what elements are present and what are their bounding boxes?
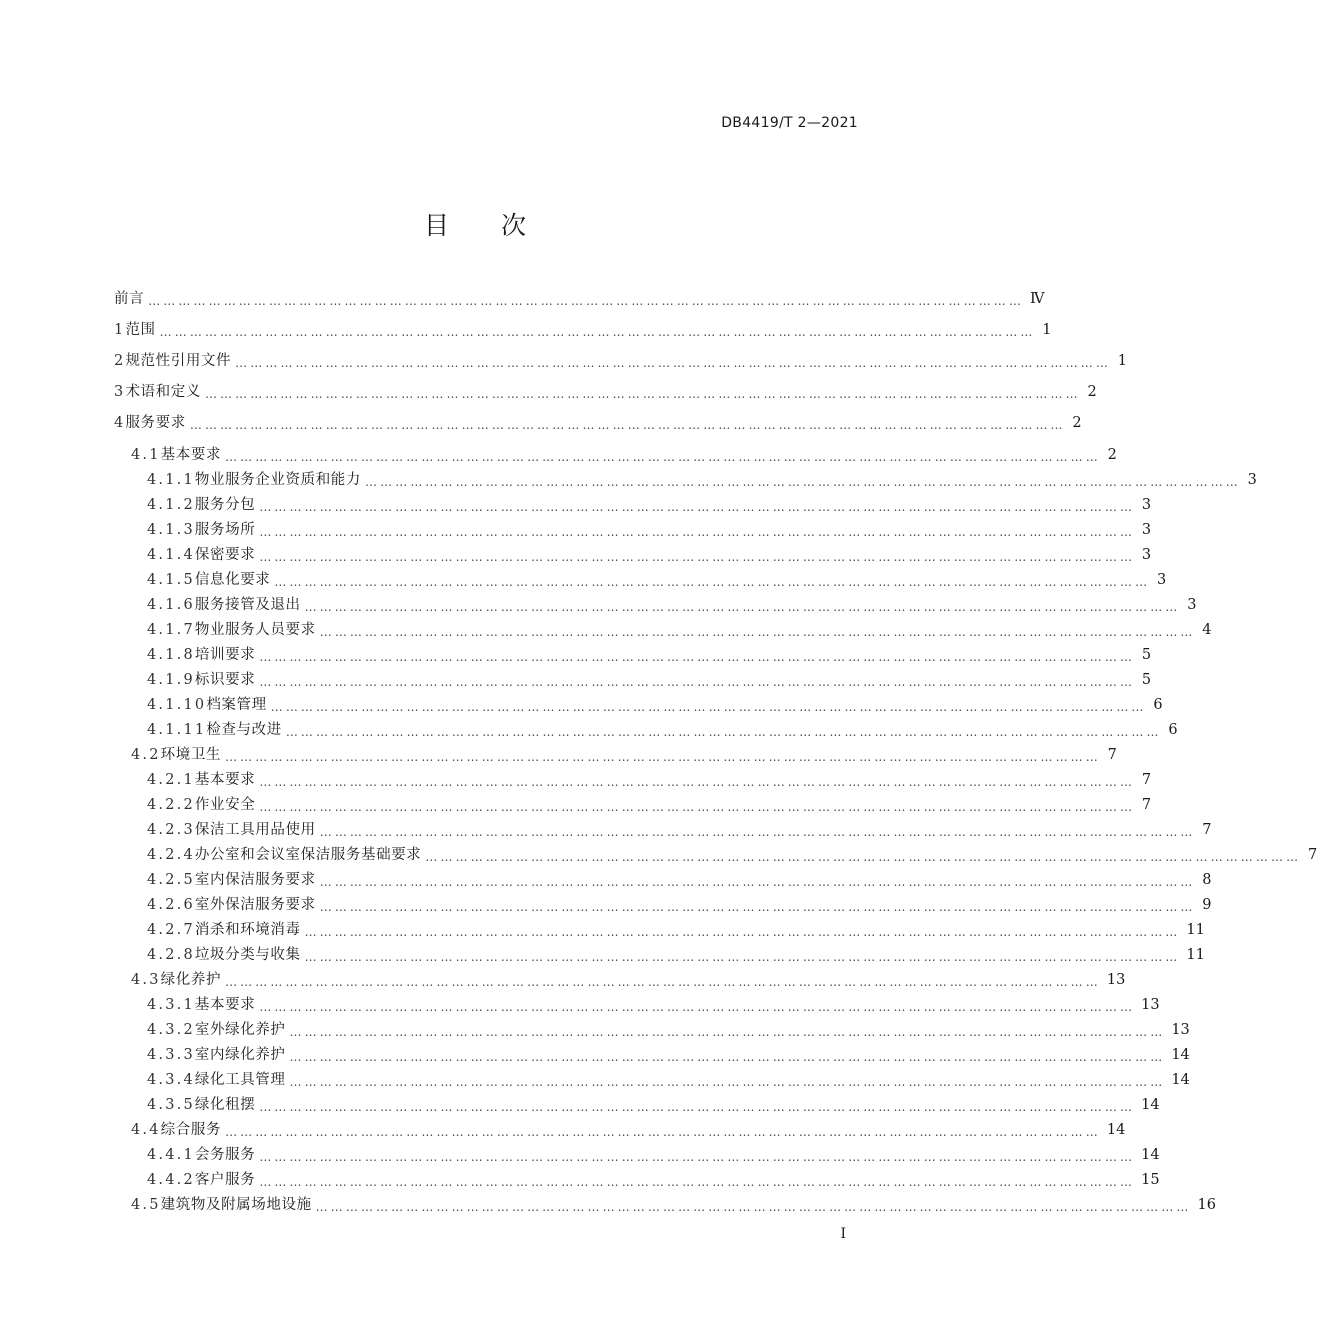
toc-entry-label: 室外绿化养护 (194, 1022, 286, 1038)
toc-entry[interactable] (147, 1144, 1160, 1166)
toc-entry-label: 绿化租摆 (194, 1097, 256, 1113)
toc-entry-label: 范围 (125, 322, 156, 338)
toc-entry-number: 4.2.6 (147, 897, 195, 913)
toc-dot-leader: ………………………………………………………………………………………………………………………………………………………… (319, 825, 1196, 839)
toc-entry-page: 4 (1202, 622, 1212, 638)
toc-dot-leader: ………………………………………………………………………………………………………………………………………………………… (289, 1025, 1166, 1039)
toc-entry[interactable] (147, 594, 1197, 616)
toc-entry-label: 信息化要求 (194, 572, 271, 588)
toc-dot-leader: ………………………………………………………………………………………………………………………………………………………… (304, 950, 1181, 964)
toc-entry[interactable] (131, 444, 1117, 466)
toc-entry-label: 基本要求 (160, 447, 222, 463)
toc-entry[interactable] (131, 969, 1126, 991)
toc-entry-page: 8 (1202, 872, 1212, 888)
toc-entry-number: 4.3.1 (147, 997, 195, 1013)
toc-entry[interactable] (131, 744, 1117, 766)
toc-entry[interactable] (147, 569, 1167, 591)
toc-entry-label: 保洁工具用品使用 (194, 822, 316, 838)
toc-dot-leader: ………………………………………………………………………………………………………………………………………………………… (304, 925, 1181, 939)
toc-dot-leader: ………………………………………………………………………………………………………………………………………………………… (259, 1000, 1136, 1014)
toc-entry-page: 14 (1106, 1122, 1126, 1138)
toc-entry-number: 4.3.4 (147, 1072, 195, 1088)
toc-entry[interactable] (147, 869, 1212, 891)
toc-entry-number: 1 (114, 322, 126, 338)
toc-entry-number: 4.1.2 (147, 497, 195, 513)
toc-entry-label: 综合服务 (160, 1122, 222, 1138)
toc-dot-leader: ………………………………………………………………………………………………………………………………………………………… (259, 650, 1136, 664)
toc-entry-label: 室内保洁服务要求 (194, 872, 316, 888)
toc-entry[interactable] (147, 494, 1152, 516)
toc-entry[interactable] (147, 1169, 1160, 1191)
toc-entry-number: 4.4 (131, 1122, 161, 1138)
toc-entry-number: 4.3 (131, 972, 161, 988)
toc-dot-leader: ………………………………………………………………………………………………………………………………………………………… (259, 525, 1136, 539)
toc-entry-label: 环境卫生 (160, 747, 222, 763)
toc-dot-leader: ………………………………………………………………………………………………………………………………………………………… (225, 1125, 1101, 1139)
toc-entry-label: 办公室和会议室保洁服务基础要求 (194, 847, 422, 863)
toc-entry[interactable] (147, 894, 1212, 916)
toc-entry-page: 14 (1171, 1047, 1190, 1063)
toc-entry[interactable] (147, 1094, 1160, 1116)
toc-dot-leader: ………………………………………………………………………………………………………………………………………………………… (304, 600, 1181, 614)
toc-entry-number: 4 (114, 415, 126, 431)
toc-entry-page: 11 (1186, 922, 1205, 938)
toc-entry[interactable] (147, 519, 1152, 541)
toc-entry[interactable] (147, 919, 1205, 941)
toc-entry-label: 保密要求 (194, 547, 256, 563)
toc-entry-number: 4.2.4 (147, 847, 195, 863)
toc-entry-page: 13 (1141, 997, 1160, 1013)
toc-entry-page: 2 (1087, 384, 1097, 400)
toc-dot-leader: ………………………………………………………………………………………………………………………………………………………… (204, 387, 1081, 401)
toc-entry-page: 5 (1141, 672, 1152, 688)
toc-entry[interactable] (147, 694, 1163, 716)
toc-dot-leader: ………………………………………………………………………………………………………………………………………………………… (259, 500, 1136, 514)
toc-entry-label: 档案管理 (206, 697, 267, 713)
toc-entry-number: 4.1.11 (147, 722, 207, 738)
toc-entry-number: 4.1.1 (147, 472, 195, 488)
toc-entry-label: 服务要求 (125, 415, 186, 431)
toc-dot-leader: ………………………………………………………………………………………………………………………………………………………… (319, 625, 1196, 639)
toc-entry-page: 16 (1197, 1197, 1216, 1213)
toc-dot-leader: ………………………………………………………………………………………………………………………………………………………… (285, 725, 1162, 739)
toc-entry-label: 基本要求 (194, 772, 256, 788)
toc-entry-label: 术语和定义 (125, 384, 201, 400)
toc-entry[interactable] (147, 769, 1152, 791)
toc-entry-page: 14 (1171, 1072, 1190, 1088)
toc-entry[interactable] (147, 819, 1212, 841)
toc-entry[interactable] (147, 944, 1205, 966)
toc-dot-leader: ………………………………………………………………………………………………………………………………………………………… (159, 325, 1036, 339)
toc-dot-leader: ………………………………………………………………………………………………………………………………………………………… (225, 975, 1101, 989)
toc-entry-page: 7 (1202, 822, 1212, 838)
toc-entry-label: 物业服务人员要求 (194, 622, 316, 638)
toc-entry-page: 1 (1117, 353, 1127, 369)
toc-entry-label: 前言 (114, 291, 145, 307)
toc-entry[interactable] (114, 381, 1097, 403)
toc-entry-number: 4.3.2 (147, 1022, 195, 1038)
toc-dot-leader: ………………………………………………………………………………………………………………………………………………………… (425, 850, 1302, 864)
toc-entry-page: 9 (1202, 897, 1212, 913)
toc-dot-leader: ………………………………………………………………………………………………………………………………………………………… (259, 1150, 1136, 1164)
toc-entry[interactable] (114, 288, 1045, 310)
toc-entry-label: 垃圾分类与收集 (194, 947, 301, 963)
toc-entry[interactable] (131, 1119, 1126, 1141)
toc-entry-page: 3 (1187, 597, 1197, 613)
toc-entry-page: 11 (1186, 947, 1205, 963)
toc-entry[interactable] (147, 994, 1160, 1016)
toc-entry-page: 3 (1141, 522, 1152, 538)
toc-dot-leader: ………………………………………………………………………………………………………………………………………………………… (225, 450, 1101, 464)
toc-entry-page: 7 (1107, 747, 1117, 763)
toc-entry-page: 7 (1141, 797, 1152, 813)
toc-entry-number: 4.1.7 (147, 622, 195, 638)
toc-entry-page: 3 (1141, 547, 1152, 563)
toc-dot-leader: ………………………………………………………………………………………………………………………………………………………… (365, 475, 1241, 489)
toc-dot-leader: ………………………………………………………………………………………………………………………………………………………… (235, 356, 1111, 370)
toc-dot-leader: ………………………………………………………………………………………………………………………………………………………… (259, 1175, 1136, 1189)
toc-entry-label: 会务服务 (194, 1147, 256, 1163)
toc-entry-label: 绿化工具管理 (194, 1072, 286, 1088)
toc-entry-page: 3 (1141, 497, 1152, 513)
toc-entry-label: 消杀和环境消毒 (194, 922, 301, 938)
toc-entry-label: 基本要求 (194, 997, 256, 1013)
toc-entry-label: 建筑物及附属场地设施 (160, 1197, 312, 1213)
toc-dot-leader: ………………………………………………………………………………………………………………………………………………………… (315, 1200, 1192, 1214)
toc-entry-label: 标识要求 (194, 672, 256, 688)
toc-entry-page: 13 (1171, 1022, 1190, 1038)
toc-entry-number: 4.1 (131, 447, 161, 463)
toc-entry-number: 4.2.1 (147, 772, 195, 788)
toc-entry[interactable] (147, 1044, 1190, 1066)
title-char-1: 目 (423, 211, 449, 240)
toc-entry-number: 4.2 (131, 747, 161, 763)
toc-entry-number: 4.2.7 (147, 922, 195, 938)
toc-dot-leader: ………………………………………………………………………………………………………………………………………………………… (148, 294, 1025, 308)
toc-entry-label: 服务接管及退出 (194, 597, 301, 613)
toc-entry-page: 1 (1042, 322, 1052, 338)
toc-entry-label: 培训要求 (194, 647, 256, 663)
toc-entry[interactable] (114, 350, 1127, 372)
toc-dot-leader: ………………………………………………………………………………………………………………………………………………………… (259, 675, 1136, 689)
toc-dot-leader: ………………………………………………………………………………………………………………………………………………………… (259, 800, 1136, 814)
toc-dot-leader: ………………………………………………………………………………………………………………………………………………………… (319, 875, 1196, 889)
toc-entry[interactable] (147, 1069, 1190, 1091)
toc-entry[interactable] (147, 1019, 1190, 1041)
toc-entry-page: 2 (1107, 447, 1117, 463)
toc-entry-page: 6 (1153, 697, 1163, 713)
toc-entry-number: 4.3.3 (147, 1047, 195, 1063)
toc-entry[interactable] (147, 669, 1152, 691)
toc-entry-label: 服务场所 (194, 522, 256, 538)
toc-entry[interactable] (131, 1194, 1216, 1216)
toc-entry-page: 2 (1072, 415, 1082, 431)
toc-entry-label: 绿化养护 (160, 972, 222, 988)
toc-entry-label: 室外保洁服务要求 (194, 897, 316, 913)
toc-dot-leader: ………………………………………………………………………………………………………………………………………………………… (270, 700, 1147, 714)
toc-entry[interactable] (147, 719, 1178, 741)
document-code: DB4419/T 2—2021 (721, 115, 858, 131)
toc-entry-number: 4.1.8 (147, 647, 195, 663)
toc-entry-page: 7 (1141, 772, 1152, 788)
toc-entry-page: 3 (1247, 472, 1257, 488)
toc-dot-leader: ………………………………………………………………………………………………………………………………………………………… (259, 775, 1136, 789)
title-char-2: 次 (501, 211, 527, 240)
toc-entry[interactable] (114, 412, 1082, 434)
toc-entry[interactable] (147, 844, 1317, 866)
toc-entry-number: 4.1.5 (147, 572, 195, 588)
toc-entry-label: 服务分包 (194, 497, 256, 513)
toc-entry-page: 3 (1156, 572, 1167, 588)
toc-entry[interactable] (147, 544, 1152, 566)
toc-entry-number: 4.1.4 (147, 547, 195, 563)
toc-entry-label: 规范性引用文件 (125, 353, 232, 369)
toc-entry-number: 4.1.10 (147, 697, 207, 713)
toc-entry-number: 4.2.8 (147, 947, 195, 963)
toc-entry-label: 作业安全 (194, 797, 256, 813)
toc-entry-number: 4.2.3 (147, 822, 195, 838)
toc-entry[interactable] (114, 319, 1052, 341)
toc-entry-label: 检查与改进 (206, 722, 282, 738)
page-number: I (840, 1226, 846, 1242)
toc-dot-leader: ………………………………………………………………………………………………………………………………………………………… (289, 1050, 1166, 1064)
toc-entry-page: 13 (1106, 972, 1126, 988)
toc-entry-page: Ⅳ (1030, 291, 1045, 307)
toc-entry-number: 4.4.1 (147, 1147, 195, 1163)
toc-entry-page: 14 (1141, 1147, 1160, 1163)
toc-entry-label: 物业服务企业资质和能力 (194, 472, 362, 488)
toc-entry-label: 室内绿化养护 (194, 1047, 286, 1063)
toc-entry[interactable] (147, 794, 1152, 816)
toc-dot-leader: ………………………………………………………………………………………………………………………………………………………… (259, 1100, 1136, 1114)
toc-entry-page: 7 (1307, 847, 1317, 863)
toc-dot-leader: ………………………………………………………………………………………………………………………………………………………… (319, 900, 1196, 914)
toc-entry-number: 3 (114, 384, 126, 400)
toc-entry-number: 2 (114, 353, 126, 369)
toc-dot-leader: ………………………………………………………………………………………………………………………………………………………… (289, 1075, 1166, 1089)
toc-entry[interactable] (147, 619, 1212, 641)
toc-dot-leader: ………………………………………………………………………………………………………………………………………………………… (259, 550, 1136, 564)
toc-dot-leader: ………………………………………………………………………………………………………………………………………………………… (274, 575, 1151, 589)
toc-entry-label: 客户服务 (194, 1172, 256, 1188)
toc-entry-page: 14 (1141, 1097, 1160, 1113)
toc-dot-leader: ………………………………………………………………………………………………………………………………………………………… (189, 418, 1066, 432)
toc-entry-page: 5 (1141, 647, 1152, 663)
toc-entry-number: 4.1.9 (147, 672, 195, 688)
toc-entry-number: 4.4.2 (147, 1172, 195, 1188)
toc-dot-leader: ………………………………………………………………………………………………………………………………………………………… (225, 750, 1101, 764)
toc-entry-page: 6 (1168, 722, 1178, 738)
toc-entry-number: 4.2.5 (147, 872, 195, 888)
toc-entry-number: 4.3.5 (147, 1097, 195, 1113)
toc-entry-number: 4.1.6 (147, 597, 195, 613)
toc-entry-number: 4.1.3 (147, 522, 195, 538)
toc-entry[interactable] (147, 469, 1257, 491)
toc-entry-page: 15 (1141, 1172, 1160, 1188)
toc-entry-number: 4.5 (131, 1197, 161, 1213)
toc-entry[interactable] (147, 644, 1152, 666)
toc-entry-number: 4.2.2 (147, 797, 195, 813)
